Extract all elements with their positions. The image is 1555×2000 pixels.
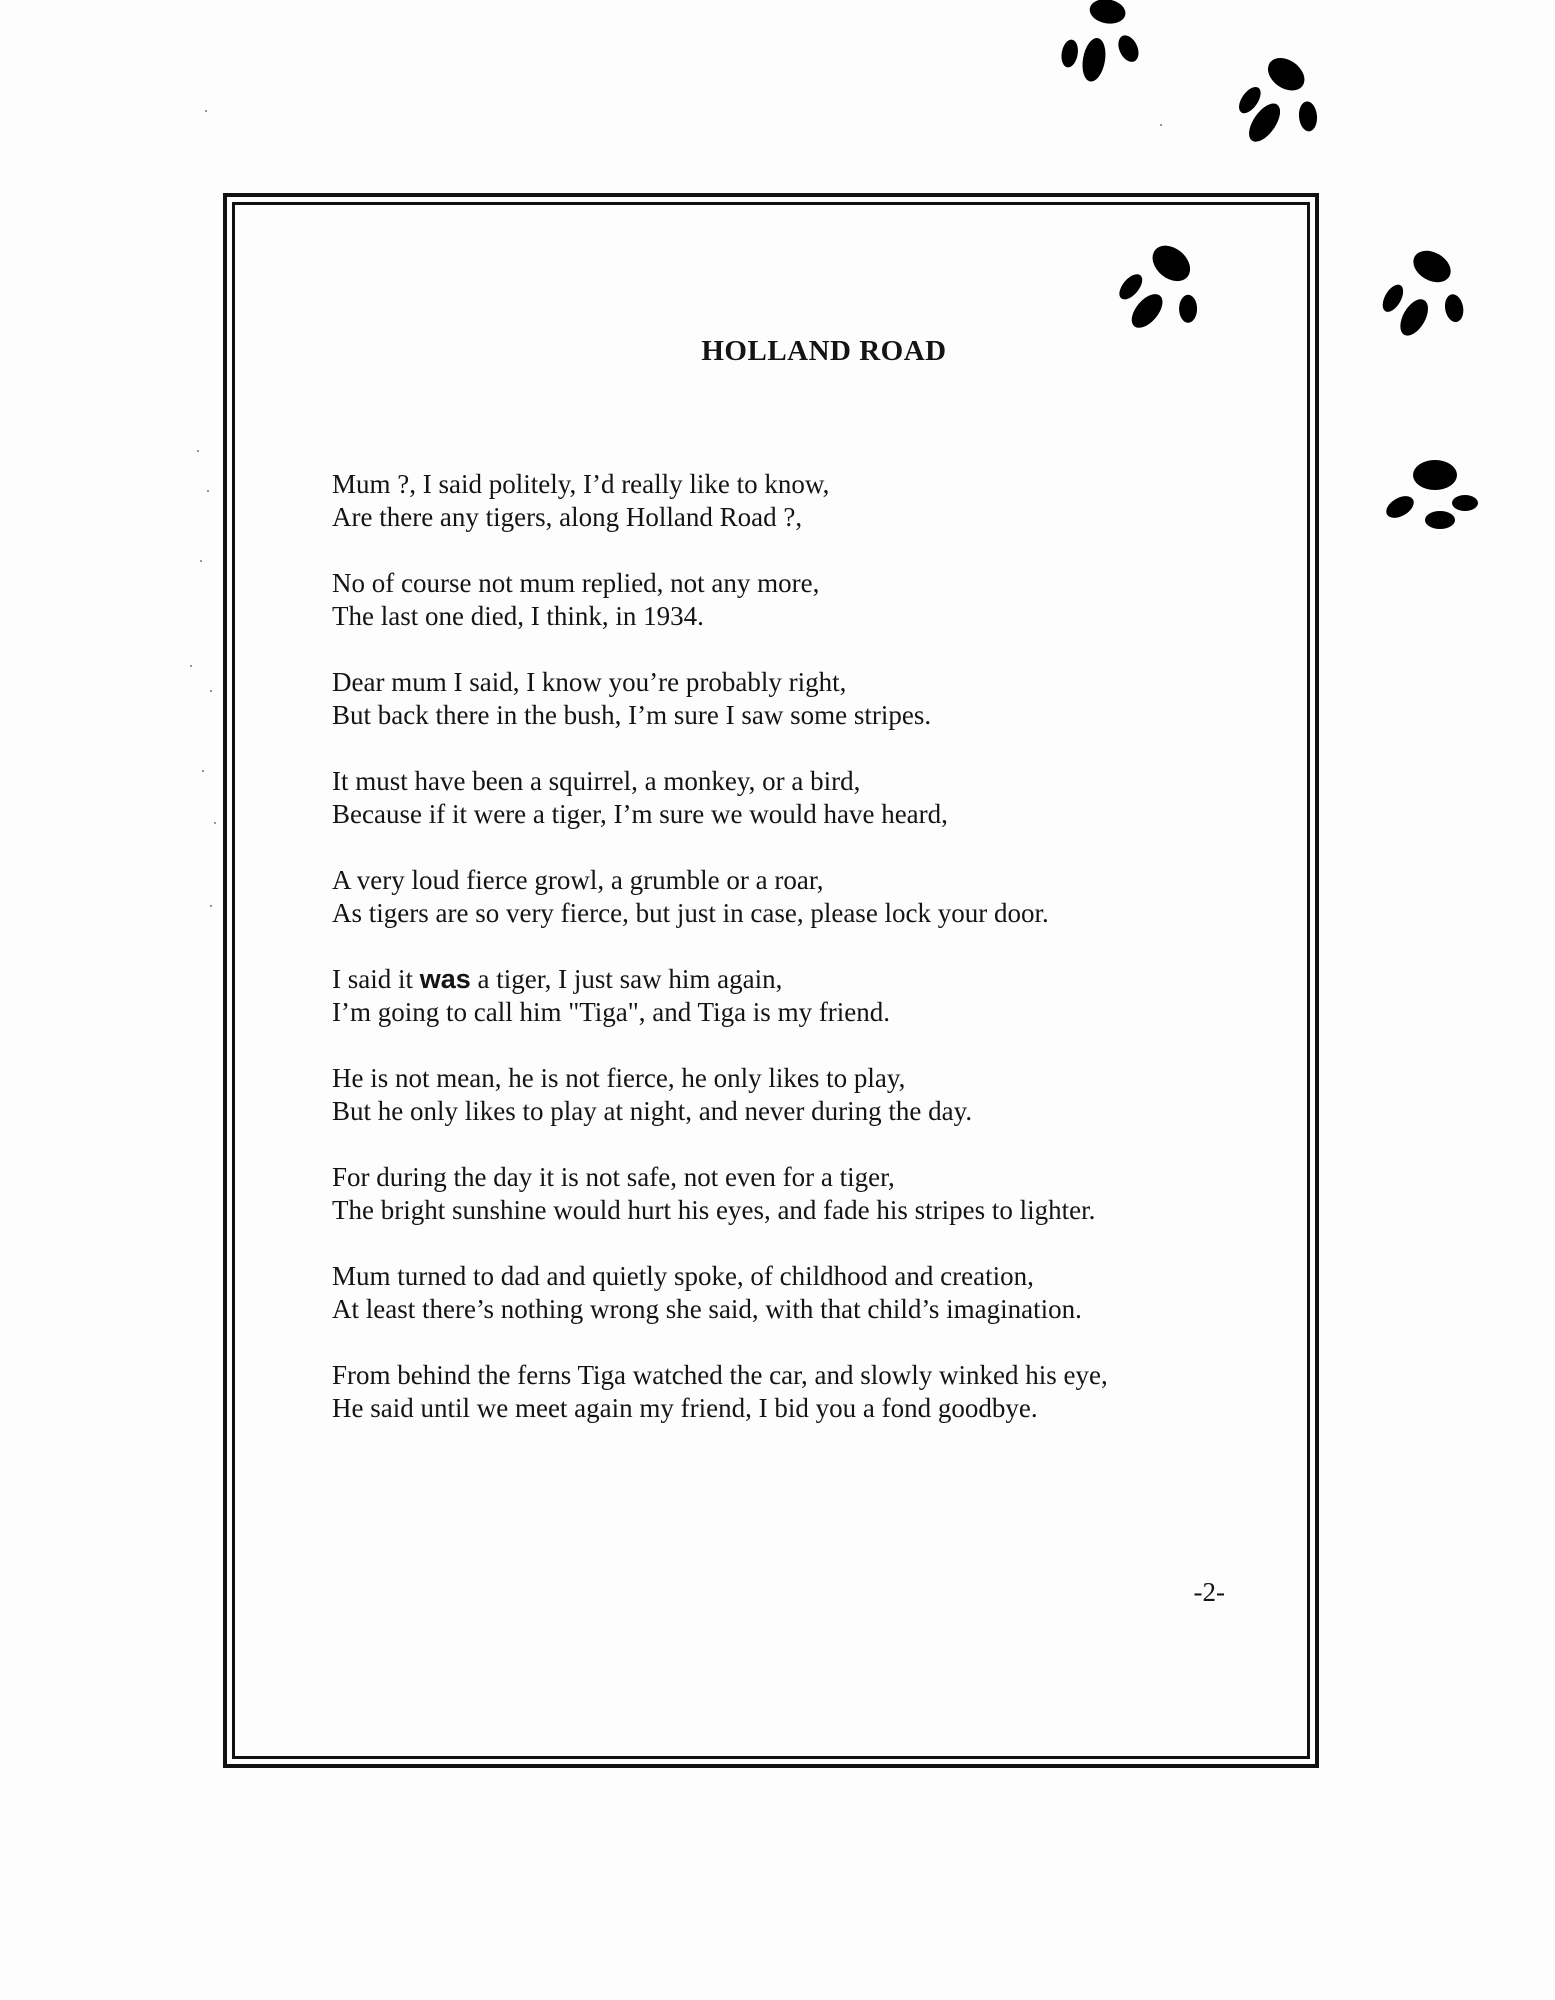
poem-line: But he only likes to play at night, and never during the day. [332,1096,973,1126]
poem-line: A very loud fierce growl, a grumble or a roar, [332,865,824,895]
emphasis-word: was [419,964,471,994]
poem-line: Dear mum I said, I know you’re probably right, [332,667,847,697]
poem-line: At least there’s nothing wrong she said, with that child’s imagination. [332,1294,1082,1324]
poem-title: HOLLAND ROAD [701,335,947,367]
poem-line: As tigers are so very fierce, but just in case, please lock your door. [332,898,1049,928]
poem-line: For during the day it is not safe, not even for a tiger, [332,1162,895,1192]
poem-line: It must have been a squirrel, a monkey, or a bird, [332,766,861,796]
poem-line: I’m going to call him "Tiga", and Tiga is my friend. [332,997,891,1027]
poem-line: No of course not mum replied, not any more, [332,568,820,598]
stanza [332,1062,1272,1128]
poem-line: From behind the ferns Tiga watched the car, and slowly winked his eye, [332,1360,1108,1390]
poem-line: He is not mean, he is not fierce, he only likes to play, [332,1063,906,1093]
stanza [332,1161,1272,1227]
paw-print-icon [1370,445,1480,555]
paw-print-icon [1043,0,1170,119]
stanza [332,1260,1272,1326]
poem-line: The last one died, I think, in 1934. [332,601,704,631]
stanza [332,468,1272,534]
poem-line: Because if it were a tiger, I’m sure we would have heard, [332,799,948,829]
line-text: a tiger, I just saw him again, [470,964,783,994]
poem-line: The bright sunshine would hurt his eyes, and fade his stripes to lighter. [332,1195,1096,1225]
poem-body [332,468,1272,1458]
stanza [332,666,1272,732]
poem-line: Are there any tigers, along Holland Road ?, [332,502,803,532]
page-number: -2- [1193,1577,1225,1607]
stanza [332,567,1272,633]
paw-print-icon [1206,28,1359,181]
stanza [332,765,1272,831]
poem-line [332,963,1272,996]
poem-line: He said until we meet again my friend, I bid you a fond goodbye. [332,1393,1038,1423]
stanza [332,864,1272,930]
line-text: I said it [332,964,420,994]
poem-line: Mum ?, I said politely, I’d really like to know, [332,469,830,499]
stanza [332,963,1272,1029]
stanza [332,1359,1272,1425]
poem-line: Mum turned to dad and quietly spoke, of childhood and creation, [332,1261,1034,1291]
poem-line: But back there in the bush, I’m sure I saw some stripes. [332,700,932,730]
